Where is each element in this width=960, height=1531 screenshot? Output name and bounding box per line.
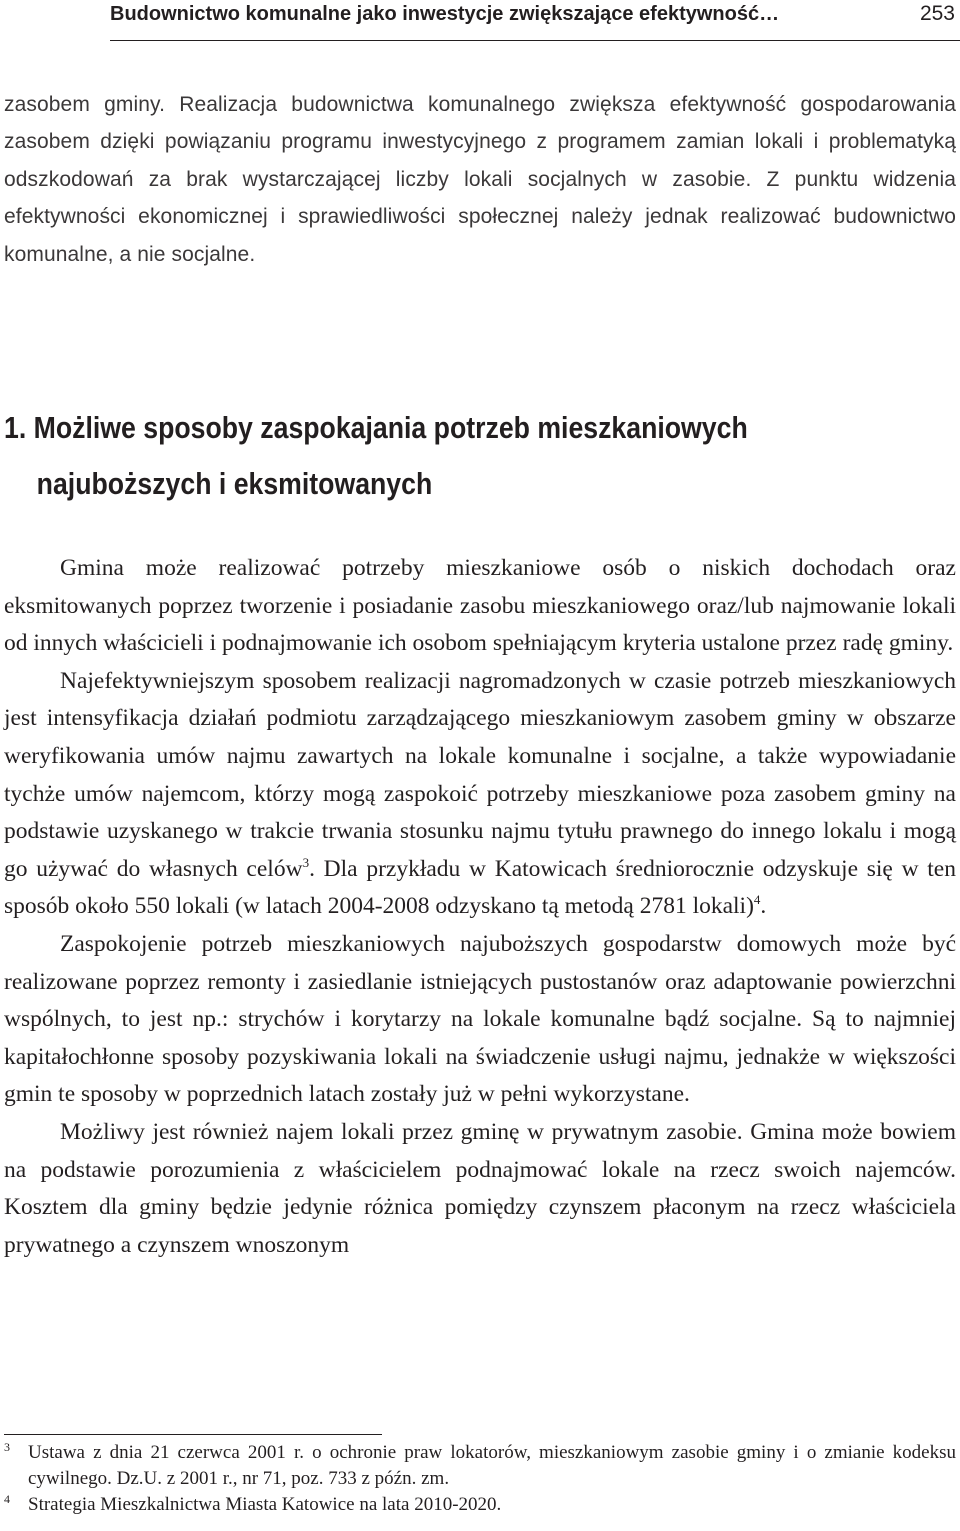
section-heading-line-2: najuboższych i eksmitowanych [36,466,433,501]
footnotes [4,1440,956,1518]
footnote-3 [4,1440,956,1492]
paragraph-3: Zaspokojenie potrzeb mieszkaniowych najuboższych gospodarstw domowych może być realizowane poprzez remonty i zasiedlanie istniejących pustostanów oraz adaptowanie powierzchni wspólnych, to jest np.: strychów i korytarzy na lokale komunalne bądź socjalne. Są to najmniej kapitałochłonne sposoby pozyskiwania lokali na świadczenie usługi najmu, jednakże w większości gmin te sposoby w poprzednich latach zostały już w pełni wykorzystane. [4,930,956,1108]
footnote-text: Strategia Mieszkalnictwa Miasta Katowice na lata 2010-2020. [28,1494,502,1515]
body-text [4,550,956,1264]
footnote-ref-3[interactable]: 3 [302,854,310,870]
running-head-title: Budownictwo komunalne jako inwestycje zwiększające efektywność… [110,3,780,25]
paragraph-2-part-3: . [760,893,767,920]
section-heading-line-1: Możliwe sposoby zaspokajania potrzeb mieszkaniowych [33,410,748,445]
paragraph-4: Możliwy jest również najem lokali przez gminę w prywatnym zasobie. Gmina może bowiem na podstawie porozumienia z właścicielem podnajmować lokale na rzecz swoich najemców. Kosztem dla gminy będzie jedynie różnica pomiędzy czynszem płaconym na rzecz właściciela prywatnego a czynszem wnoszonym [4,1118,956,1258]
footnote-4 [4,1492,956,1518]
paragraph-2-part-2: . Dla przykładu w Katowicach średniorocznie odzyskuje się w ten sposób około 550 lokali (w latach 2004-2008 odzyskano tą metodą 2781 lokali) [4,855,956,920]
paragraph-2-part-1: Najefektywniejszym sposobem realizacji nagromadzonych w czasie potrzeb mieszkaniowych jest intensyfikacja działań podmiotu zarządzającego mieszkaniowym zasobem gminy w obszarze weryfikowania umów najmu zawartych na lokale komunalne i socjalne, a także wypowiadanie tychże umów najemcom, którzy mogą zaspokoić potrzeby mieszkaniowe poza zasobem gminy na podstawie uzyskanego w trakcie trwania stosunku najmu tytułu prawnego do innego lokalu i mogą go używać do własnych celów [4,667,956,882]
running-head [110,0,960,41]
section-heading [4,400,823,512]
section-number: 1. [4,410,27,445]
footnote-mark: 3 [4,1440,10,1454]
intro-paragraph: zasobem gminy. Realizacja budownictwa komunalnego zwiększa efektywność gospodarowania zasobem dzięki powiązaniu programu inwestycyjnego z programem zamian lokali i problematyką odszkodowań za brak wystarczającej liczby lokali socjalnych w zasobie. Z punktu widzenia efektywności ekonomicznej i sprawiedliwości społecznej należy jednak realizować budownictwo komunalne, a nie socjalne. [4,93,956,266]
footnote-ref-4[interactable]: 4 [753,892,761,908]
page-number: 253 [919,2,955,25]
paragraph-2 [4,663,956,926]
footnote-mark: 4 [4,1492,10,1506]
footnote-text: Ustawa z dnia 21 czerwca 2001 r. o ochronie praw lokatorów, mieszkaniowym zasobie gminy i o zmianie kodeksu cywilnego. Dz.U. z 2001 r., nr 71, poz. 733 z późn. zm. [28,1442,956,1489]
paragraph-1: Gmina może realizować potrzeby mieszkaniowe osób o niskich dochodach oraz eksmitowanych poprzez tworzenie i posiadanie zasobu mieszkaniowego oraz/lub najmowanie lokali od innych właścicieli i podnajmowanie ich osobom spełniającym kryteria ustalone przez radę gminy. [4,555,956,657]
footnote-divider [4,1434,382,1435]
